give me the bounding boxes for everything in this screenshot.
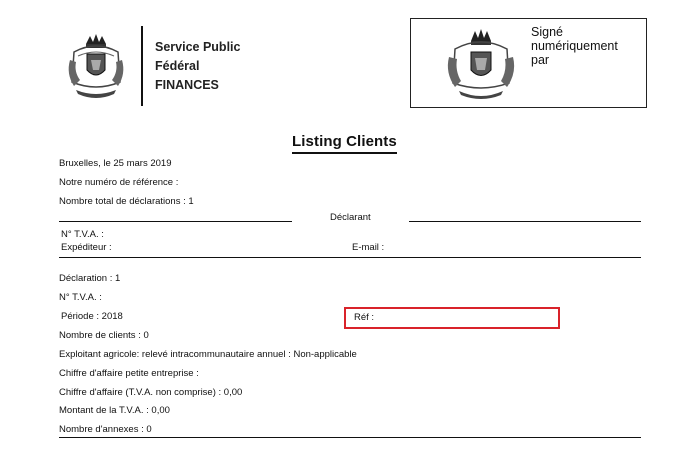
number-of-annexes: Nombre d'annexes : 0 <box>59 424 152 435</box>
reference-number-line: Notre numéro de référence : <box>59 177 179 188</box>
declaration-period: Période : 2018 <box>61 311 123 322</box>
small-business-turnover: Chiffre d'affaire petite entreprise : <box>59 368 199 379</box>
signature-label-3: par <box>531 53 550 67</box>
number-of-clients: Nombre de clients : 0 <box>59 330 149 341</box>
vat-amount: Montant de la T.V.A. : 0,00 <box>59 405 170 416</box>
digital-signature-box <box>410 18 647 108</box>
declaration-tva: N° T.V.A. : <box>59 292 102 303</box>
declarant-sender: Expéditeur : <box>61 242 112 253</box>
reference-field-highlight[interactable] <box>344 307 560 329</box>
signature-coat-of-arms-icon <box>441 25 521 103</box>
declarant-email: E-mail : <box>352 242 385 253</box>
org-name-line3: FINANCES <box>155 78 219 92</box>
reference-label: Réf : <box>354 312 375 323</box>
signature-label-2: numériquement <box>531 39 618 53</box>
date-line: Bruxelles, le 25 mars 2019 <box>59 158 172 169</box>
farmer-status: Exploitant agricole: relevé intracommunautaire annuel : Non-applicable <box>59 349 357 360</box>
total-declarations-line: Nombre total de déclarations : 1 <box>59 196 194 207</box>
turnover-excl-vat: Chiffre d'affaire (T.V.A. non comprise) : 0,00 <box>59 387 243 398</box>
document-title: Listing Clients <box>292 133 397 154</box>
coat-of-arms-icon <box>60 30 132 102</box>
signature-label-1: Signé <box>531 25 563 39</box>
declarant-tva: N° T.V.A. : <box>61 229 104 240</box>
declarant-heading: Déclarant <box>330 212 371 223</box>
org-name-line1: Service Public <box>155 40 241 54</box>
org-name-line2: Fédéral <box>155 59 200 73</box>
declaration-number: Déclaration : 1 <box>59 273 121 284</box>
